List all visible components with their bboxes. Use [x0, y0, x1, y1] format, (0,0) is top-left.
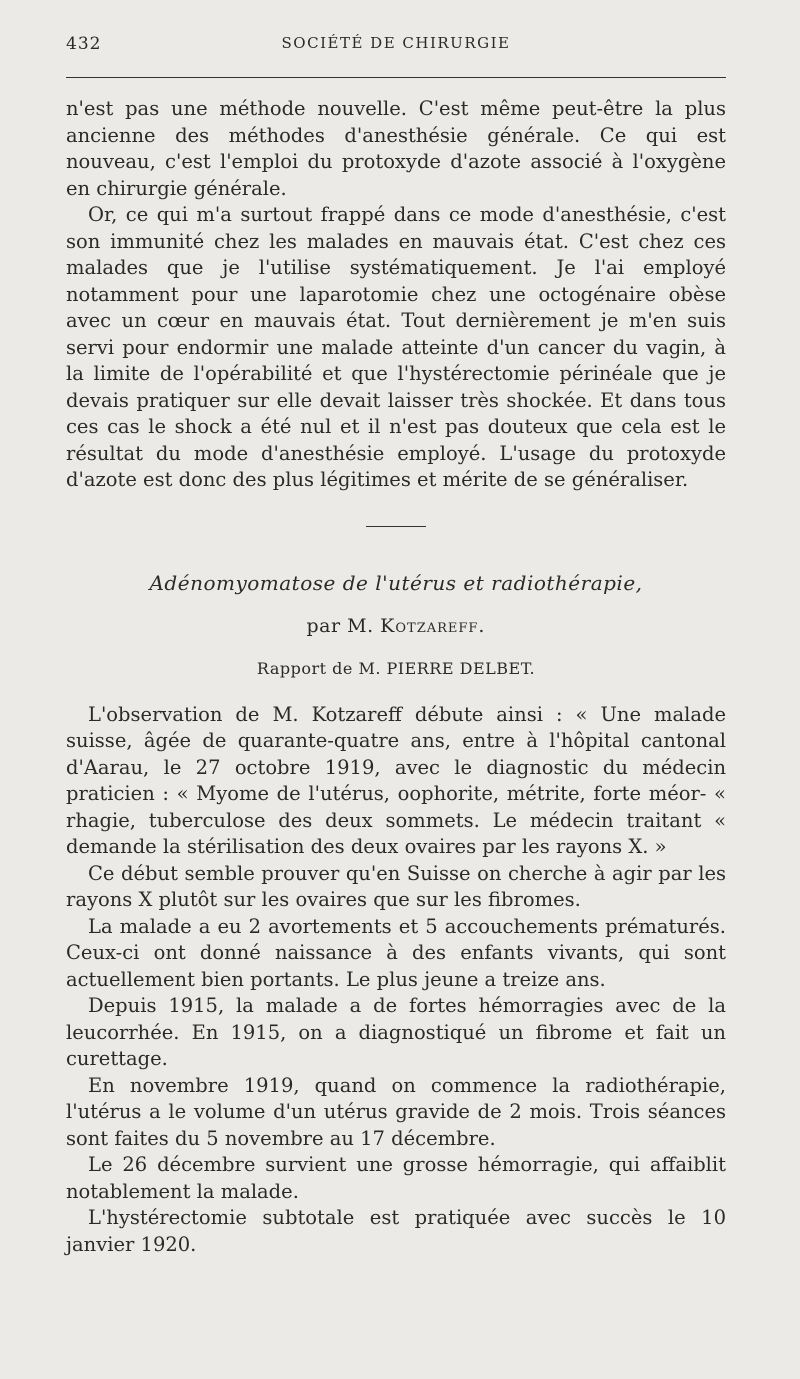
article-author [66, 615, 726, 637]
header-rule [66, 77, 726, 78]
paragraph: En novembre 1919, quand on commence la radiothérapie, l'utérus a le volume d'un utérus gravide de 2 mois. Trois séances sont faites du 5 novembre au 17 décembre. [66, 1073, 726, 1150]
previous-article-text [66, 96, 726, 494]
paragraph: Depuis 1915, la malade a de fortes hémorragies avec de la leucorrhée. En 1915, on a diagnostiqué un fibrome et fait un curettage. [66, 994, 726, 1070]
section-divider [366, 526, 426, 527]
author-name: Kotzareff. [380, 614, 486, 637]
page-number: 432 [66, 34, 102, 54]
paragraph: Ce début semble prouver qu'en Suisse on cherche à agir par les rayons X plutôt sur les ovaires que sur les fibromes. [66, 861, 726, 911]
paragraph: L'hystérectomie subtotale est pratiquée avec succès le 10 janvier 1920. [66, 1206, 726, 1256]
paragraph: Le 26 décembre survient une grosse hémorragie, qui affaiblit notablement la malade. [66, 1153, 726, 1203]
article-title: Adénomyomatose de l'utérus et radiothérapie, [149, 570, 643, 595]
paragraph: La malade a eu 2 avortements et 5 accouchements prématurés. Ceux-ci ont donné naissance à des enfants vivants, qui sont actuellement bien portants. Le plus jeune a treize ans. [66, 914, 726, 991]
paragraph: n'est pas une méthode nouvelle. C'est même peut-être la plus ancienne des méthodes d'anesthésie générale. Ce qui est nouveau, c'est l'emploi du protoxyde d'azote associé à l'oxygène en chirurgie générale. [66, 97, 726, 200]
article-body [66, 702, 726, 1259]
journal-title: SOCIÉTÉ DE CHIRURGIE [281, 34, 511, 52]
report-line: Rapport de M. PIERRE DELBET. [256, 658, 536, 678]
paragraph: Or, ce qui m'a surtout frappé dans ce mode d'anesthésie, c'est son immunité chez les malades en mauvais état. C'est chez ces malades que je l'utilise systématiquement. Je l'ai employé notamment pour une laparotomie chez une octogénaire obèse avec un cœur en mauvais état. Tout dernièrement je m'en suis servi pour endormir une malade atteinte d'un cancer du vagin, à la limite de l'opérabilité et que l'hystérectomie périnéale que je devais pratiquer sur elle devait laisser très shockée. Et dans tous ces cas le shock a été nul et il n'est pas douteux que cela est le résultat du mode d'anesthésie employé. L'usage du protoxyde d'azote est donc des plus légitimes et mérite de se généraliser. [66, 203, 726, 491]
running-head [66, 34, 726, 64]
author-prefix: par M. [306, 614, 374, 637]
book-page [66, 34, 726, 1258]
paragraph: L'observation de M. Kotzareff débute ainsi : « Une malade suisse, âgée de quarante-quatre ans, entre à l'hôpital cantonal d'Aarau, le 27 octobre 1919, avec le diagnostic du médecin praticien : « Myome de l'utérus, oophorite, métrite, forte méor- « rhagie, tuberculose des deux sommets. Le médecin traitant « demande la stérilisation des deux ovaires par les rayons X. » [66, 702, 726, 858]
